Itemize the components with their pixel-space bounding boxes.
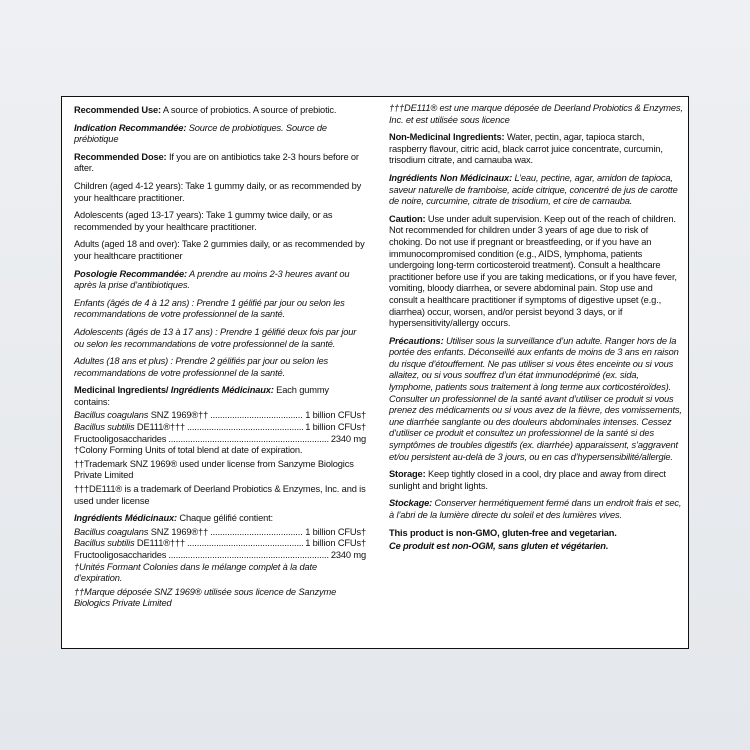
recommended-dose-fr: Posologie Recommandée: A prendre au moins 2-3 heures avant ou après la prise d’antibiotiques.: [74, 268, 350, 291]
footnote-de111-fr: †††DE111® est une marque déposée de Deerland Probiotics & Enzymes, Inc. et est utilisée sous licence: [389, 103, 683, 125]
non-gmo-statement: This product is non-GMO, gluten-free and vegetarian.: [389, 527, 617, 538]
dot-leader: [168, 550, 329, 562]
dose-children-fr: Enfants (âgés de 4 à 12 ans) : Prendre 1 gélifié par jour ou selon les recommandations de votre professionnel de la santé.: [74, 297, 345, 320]
footnote-cfu-fr: †Unités Formant Colonies dans le mélange complet à la date d’expiration.: [74, 561, 317, 584]
dose-adolescents: Adolescents (aged 13-17 years): Take 1 gummy twice daily, or as recommended by your healthcare practitioner.: [74, 210, 333, 232]
medicinal-ingredients-heading: Medicinal Ingredients/ Ingrédients Médicinaux: Each gummy contains:: [74, 385, 329, 407]
footnote-de111: †††DE111® is a trademark of Deerland Probiotics & Enzymes, Inc. and is used under license: [74, 484, 366, 506]
ingredient-row-fr: Bacillus coagulans SNZ 1969®†† ..... 1 billion CFUs†: [74, 527, 366, 539]
ingredient-row: Fructooligosaccharides ..... 2340 mg: [74, 434, 366, 446]
left-column: [74, 105, 366, 612]
ingredient-row: Bacillus coagulans SNZ 1969®†† ..... 1 billion CFUs†: [74, 410, 366, 422]
dose-adults: Adults (aged 18 and over): Take 2 gummies daily, or as recommended by your healthcare practitioner: [74, 239, 365, 261]
ingredient-row: Bacillus subtilis DE111®††† ..... 1 billion CFUs†: [74, 422, 366, 434]
non-gmo-statement-fr: Ce produit est non-OGM, sans gluten et végétarien.: [389, 541, 609, 552]
footnote-cfu: †Colony Forming Units of total blend at date of expiration.: [74, 445, 303, 456]
recommended-use: Recommended Use: A source of probiotics. A source of prebiotic.: [74, 105, 337, 115]
recommended-use-fr: Indication Recommandée: Source de probiotiques. Source de prébiotique: [74, 122, 327, 145]
ingredient-row-fr: Fructooligosaccharides ..... 2340 mg: [74, 550, 366, 562]
non-medicinal-ingredients-fr: Ingrédients Non Médicinaux: L’eau, pectine, agar, amidon de tapioca, saveur naturelle de framboise, acide citrique, concentré de jus de carotte de noire, curcumine, citrate de trisodium, et cire de carnauba.: [389, 172, 678, 207]
dot-leader: [210, 527, 303, 539]
dose-adolescents-fr: Adolescents (âgés de 13 à 17 ans) : Prendre 1 gélifié deux fois par jour ou selon les recommandations de votre professionnel de la santé.: [74, 326, 357, 349]
right-column: [389, 103, 683, 559]
dose-adults-fr: Adultes (18 ans et plus) : Prendre 2 gélifiés par jour ou selon les recommandations de votre professionnel de la santé.: [74, 356, 329, 378]
dot-leader: [187, 538, 303, 550]
dot-leader: [210, 410, 303, 422]
dot-leader: [187, 422, 303, 434]
dose-children: Children (aged 4-12 years): Take 1 gummy daily, or as recommended by your healthcare practitioner.: [74, 180, 362, 203]
caution: Caution: Use under adult supervision. Keep out of the reach of children. Not recommended for children under 3 years of age due to risk of choking. Do not use if pregnant or breastfeeding, or if you have an immunocompromised condition (e.g., AIDS, lymphoma, patients undergoing long-term corticosteroid treatment). Consult a healthcare practitioner before use if you are taking medications, or if you have fever, vomiting, bloody diarrhea, or severe abdominal pain. Stop use and consult a healthcare practitioner if symptoms of digestive upset (e.g., diarrhea) occur, worsen, and/or persist beyond 3 days, or if hypersensitivity/allergy occurs.: [389, 213, 677, 329]
footnote-snz: ††Trademark SNZ 1969® used under license from Sanzyme Biologics Private Limited: [74, 458, 354, 481]
storage: Storage: Keep tightly closed in a cool, dry place and away from direct sunlight and bright lights.: [389, 469, 666, 491]
recommended-dose: Recommended Dose: If you are on antibiotics take 2-3 hours before or after.: [74, 151, 359, 174]
product-label-panel: [61, 96, 689, 649]
dot-leader: [168, 434, 329, 446]
non-medicinal-ingredients: Non-Medicinal Ingredients: Water, pectin, agar, tapioca starch, raspberry flavour, citric acid, black carrot juice concentrate, curcumin, trisodium citrate, and carnauba wax.: [389, 132, 663, 166]
storage-fr: Stockage: Conserver hermétiquement fermé dans un endroit frais et sec, à l’abri de la lumière directe du soleil et des lumières vives.: [389, 498, 682, 520]
caution-fr: Précautions: Utiliser sous la surveillance d’un adulte. Ranger hors de la portée des enfants. Déconseillé aux enfants de moins de 3 ans en raison du risque d’étouffement. Ne pas utiliser si vous êtes enceinte ou si vous allaitez, ou si vous souffrez d’un état immunodéprimé (ex. sida, lymphome, patients sous traitement à long terme aux corticostéroïdes). Consulter un professionnel de la santé avant d’utiliser ce produit si vous prenez des médicaments ou si vous avez de la fièvre, des vomissements, une diarrhée sanglante ou des douleurs abdominales intenses. Cessez d’utiliser ce produit et consultez un professionnel de la santé si des symptômes de troubles digestifs (ex. diarrhée) apparaissent, s’aggravent et/ou persistent au-delà de 3 jours, ou en cas d’hypersensibilité/allergie.: [389, 335, 682, 462]
medicinal-ingredients-heading-fr: Ingrédients Médicinaux: Chaque gélifié contient:: [74, 513, 273, 524]
ingredient-row-fr: Bacillus subtilis DE111®††† ..... 1 billion CFUs†: [74, 538, 366, 550]
footnote-snz-fr: ††Marque déposée SNZ 1969® utilisée sous licence de Sanzyme Biologics Private Limited: [74, 586, 337, 609]
